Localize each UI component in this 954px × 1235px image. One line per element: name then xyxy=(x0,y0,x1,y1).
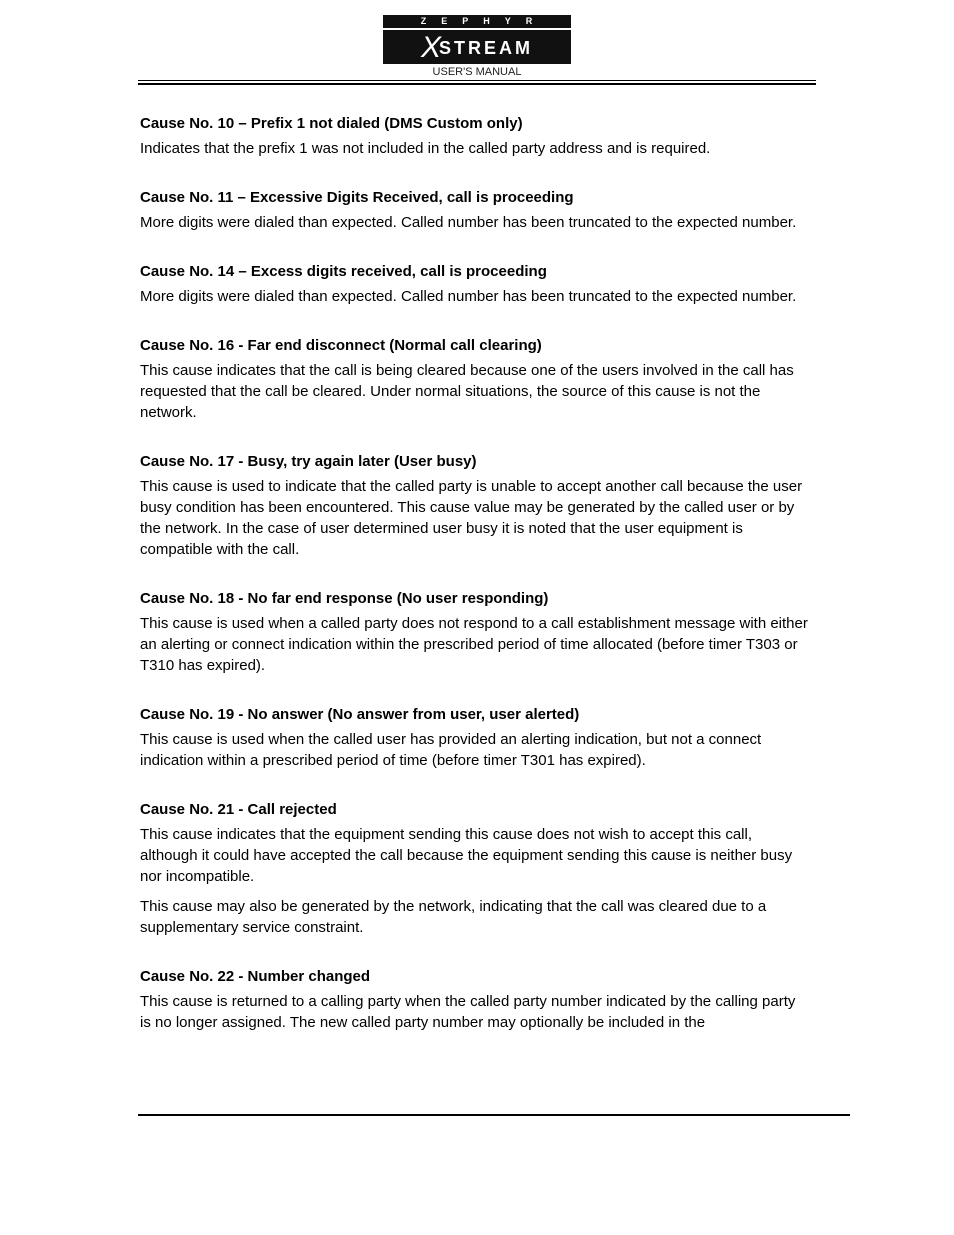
logo-brand-top: ZEPHYR xyxy=(383,15,571,30)
cause-description: This cause indicates that the call is being cleared because one of the users involved in the call has requested that the call be cleared. Under normal situations, the source of this cause is not the network. xyxy=(140,362,794,421)
cause-section xyxy=(140,261,810,307)
cause-description: This cause indicates that the equipment sending this cause does not wish to accept this call, although it could have accepted the call because the equipment sending this cause is neither busy nor incompatible. xyxy=(140,826,793,885)
cause-heading: Cause No. 18 - No far end response (No user responding) xyxy=(140,590,549,607)
cause-heading: Cause No. 11 – Excessive Digits Received, call is proceeding xyxy=(140,189,574,206)
cause-list xyxy=(140,113,810,1061)
cause-heading: Cause No. 22 - Number changed xyxy=(140,968,371,985)
cause-section xyxy=(140,966,810,1033)
cause-heading: Cause No. 17 - Busy, try again later (User busy) xyxy=(140,453,477,470)
cause-description: This cause is used when the called user has provided an alerting indication, but not a connect indication within a prescribed period of time (before timer T301 has expired). xyxy=(140,731,762,769)
zephyr-xstream-logo xyxy=(383,15,571,64)
cause-section xyxy=(140,588,810,676)
logo-x-glyph: X xyxy=(420,31,441,64)
cause-description: Indicates that the prefix 1 was not included in the called party address and is required. xyxy=(140,140,711,157)
cause-heading: Cause No. 21 - Call rejected xyxy=(140,801,337,818)
logo-stream-text: STREAM xyxy=(439,38,533,58)
cause-description: More digits were dialed than expected. Called number has been truncated to the expected number. xyxy=(140,288,797,305)
cause-heading: Cause No. 16 - Far end disconnect (Normal call clearing) xyxy=(140,337,542,354)
logo-brand-main xyxy=(383,33,571,63)
cause-section xyxy=(140,113,810,159)
cause-section xyxy=(140,799,810,938)
cause-heading: Cause No. 10 – Prefix 1 not dialed (DMS Custom only) xyxy=(140,115,523,132)
cause-section xyxy=(140,187,810,233)
footer-rule xyxy=(138,1114,850,1116)
header-rule-thin xyxy=(138,80,816,81)
cause-heading: Cause No. 14 – Excess digits received, call is proceeding xyxy=(140,263,547,280)
cause-description: This cause is used to indicate that the called party is unable to accept another call because the user busy condition has been encountered. This cause value may be generated by the called user or by the network. In the case of user determined user busy it is noted that the user equipment is compatible with the call. xyxy=(140,478,803,558)
cause-description: This cause may also be generated by the network, indicating that the call was cleared due to a supplementary service constraint. xyxy=(140,898,767,936)
cause-description: This cause is returned to a calling party when the called party number indicated by the calling party is no longer assigned. The new called party number may optionally be included in the xyxy=(140,993,796,1031)
cause-section xyxy=(140,704,810,771)
header-rule-thick xyxy=(138,83,816,85)
manual-label: USER'S MANUAL xyxy=(432,66,522,78)
cause-heading: Cause No. 19 - No answer (No answer from user, user alerted) xyxy=(140,706,580,723)
cause-description: More digits were dialed than expected. Called number has been truncated to the expected number. xyxy=(140,214,797,231)
cause-section xyxy=(140,335,810,423)
cause-section xyxy=(140,451,810,560)
cause-description: This cause is used when a called party does not respond to a call establishment message with either an alerting or connect indication within the prescribed period of time allocated (before timer T303 or T310 has expired). xyxy=(140,615,808,674)
